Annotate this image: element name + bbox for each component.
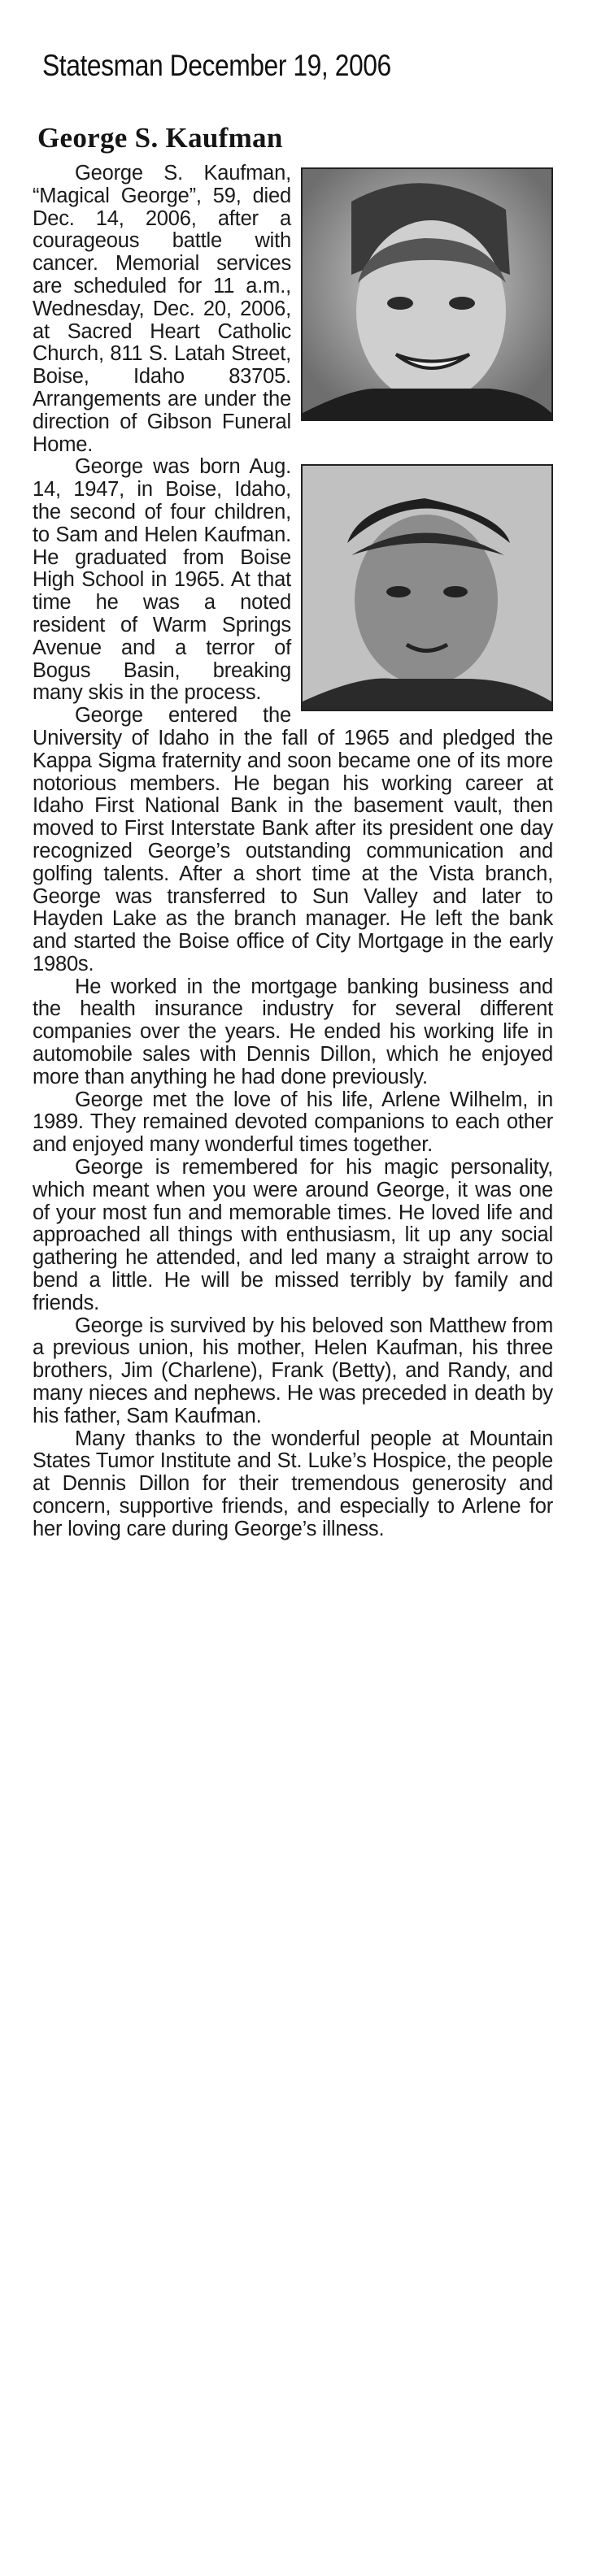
obituary-paragraph-2 [33,456,553,705]
obituary-paragraph-7: George is survived by his beloved son Matthew from a previous union, his mother, Helen Kaufman, his three brothers, Jim (Charlene), Frank (Betty), and Randy, and many nieces and nephews. He was preceded in death by his father, Sam Kaufman. [33,1314,553,1427]
obituary-paragraph-6: George is remembered for his magic personality, which meant when you were around George, it was one of your most fun and memorable times. He loved life and approached all things with enthusiasm, lit up any social gathering he attended, and led many a straight arrow to bend a little. He will be missed terribly by family and friends. [33,1156,553,1314]
obituary-paragraph-1 [33,163,553,456]
obituary-paragraph-3: George entered the University of Idaho in the fall of 1965 and pledged the Kappa Sigma fraternity and soon became one of its more notorious members. He began his working career at Idaho First National Bank in the basement vault, then moved to First Interstate Bank after its president one day recognized George’s outstanding communication and golfing talents. After a short time at the Vista branch, George was transferred to Sun Valley and later to Hayden Lake as the branch manager. He left the bank and started the Boise office of City Mortgage in the early 1980s. [33,704,553,975]
obituary-name: George S. Kaufman [37,122,283,154]
obituary-clipping [33,122,553,1541]
newspaper-date-header: Statesman December 19, 2006 [42,49,391,82]
obituary-paragraph-8: Many thanks to the wonderful people at Mountain States Tumor Institute and St. Luke’s Hospice, the people at Dennis Dillon for their tremendous generosity and concern, supportive friends, and especially to Arlene for her loving care during George’s illness. [33,1427,553,1540]
paragraph-text: George S. Kaufman, “Magical George”, 59, died Dec. 14, 2006, after a courageous battle with cancer. Memorial services are scheduled for 11 a.m., Wednesday, Dec. 20, 2006, at Sacred Heart Catholic Church, 811 S. Latah Street, Boise, Idaho 83705. Arrangements are under the direction of Gibson Funeral Home. [33,162,291,456]
portrait-photo-young [301,464,553,711]
paragraph-text: George was born Aug. 14, 1947, in Boise, Idaho, the second of four children, to Sam and Helen Kaufman. He graduated from Boise High School in 1965. At that time he was a noted resident of Warm Springs Avenue and a terror of Bogus Basin, breaking many skis in the process. [33,455,291,705]
obituary-paragraph-5: George met the love of his life, Arlene Wilhelm, in 1989. They remained devoted companions to each other and enjoyed many wonderful times together. [33,1088,553,1157]
portrait-photo-smiling [301,167,553,421]
obituary-paragraph-4: He worked in the mortgage banking business and the health insurance industry for several different companies over the years. He ended his working life in automobile sales with Dennis Dillon, which he enjoyed more than anything he had done previously. [33,975,553,1088]
obituary-text-column [33,163,553,1541]
